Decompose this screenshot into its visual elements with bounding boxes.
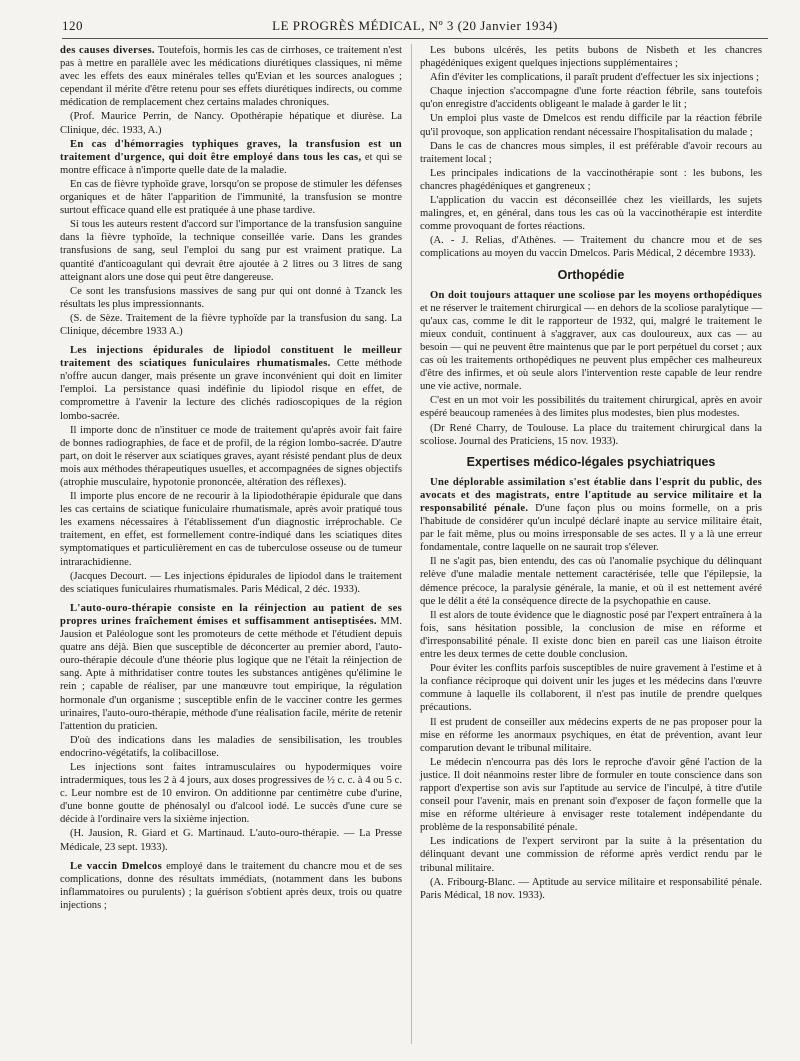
reference: (H. Jausion, R. Giard et G. Martinaud. L'auto-ouro-thérapie. — La Presse Médicale, 23 sept. 1933). (60, 828, 402, 853)
paragraph-text: et ne réserver le traitement chirurgical — en dehors de la scoliose paralytique — qu'aux cas, comme le dit le rapporteur de 1932, qui, malgré le traitement le mieux conduit, continuent à s'aggraver, aux cas douloureux, aux cas — au besoin — qui ne peuvent être maintenus que par le port perpétuel du corset ; aux cas où les traitements orthopédiques ne peuvent plus empêcher ces malheureux d'être des infirmes, et où seule alors l'intervention reste capable de leur rendre une vie active, normale. (420, 302, 762, 393)
paragraph: Les indications de l'expert serviront par la suite à la présentation du délinquant devant une commission de réforme après verdict rendu par le tribunal militaire. (420, 836, 762, 874)
paragraph-text: D'une façon plus ou moins formelle, on a pris l'habitude de considérer qu'un inculpé déclaré inapte au service militaire était, par le fait même, plus ou moins irresponsable de ses actes. Il y a là une erreur fondamentale, contre laquelle on ne saurait trop s'élever. (420, 503, 762, 554)
paragraph (60, 44, 402, 109)
page-number: 120 (62, 18, 83, 33)
paragraph-text: Cette méthode n'offre aucun danger, mais présente un grave inconvénient qui doit en limiter l'emploi. La persistance quasi indéfinie du lipiodol risque en effet, de compromettre à l'avenir la lecture des clichés radioscopiques de la région lombo-sacrée. (60, 358, 402, 422)
reference: (Jacques Decourt. — Les injections épidurales de lipiodol dans le traitement des sciatiques funiculaires rhumatismales. Paris Médical, 2 déc. 1933). (60, 570, 402, 595)
paragraph (420, 476, 762, 555)
paragraph: Il est prudent de conseiller aux médecins experts de ne pas proposer pour la mise en réforme les anormaux psychiques, en état de prévention, avant leur comparution devant le tribunal militaire. (420, 716, 762, 754)
right-column (420, 44, 762, 903)
running-title: LE PROGRÈS MÉDICAL, Nº 3 (20 Janvier 1934) (272, 18, 558, 33)
paragraph: Afin d'éviter les complications, il paraît prudent d'effectuer les six injections ; (430, 72, 759, 84)
lead-phrase: On doit toujours attaquer une scoliose par les moyens orthopédiques (430, 289, 762, 301)
reference: (S. de Sèze. Traitement de la fièvre typhoïde par la transfusion du sang. La Clinique, décembre 1933 A.) (60, 312, 402, 337)
section-heading-expertises: Expertises médico-légales psychiatriques (466, 454, 716, 469)
paragraph: Il importe plus encore de ne recourir à la lipiodothérapie épidurale que dans les cas certains de sciatique funiculaire rhumatismale, après avoir pratiqué tous les examens nécessaires à l'établissement d'un diagnostic irréprochable. Ce traitement, en effet, est formellement contre-indiqué dans les sciatiques dites symptomatiques et particulièrement en cas de tuberculose osseuse ou de tumeur intrarachidienne. (60, 491, 402, 568)
lead-phrase: des causes diverses. (60, 45, 155, 56)
header-rule (62, 38, 768, 39)
paragraph: Un emploi plus vaste de Dmelcos est rendu difficile par la réaction fébrile qu'il provoque, son application rendant nécessaire l'hospitalisation du malade ; (420, 113, 762, 138)
column-divider (411, 44, 412, 1044)
lead-phrase: L'auto-ouro-thérapie consiste en la réinjection au patient de ses propres urines fraîchement émises et suffisamment antiseptisées. (60, 602, 402, 627)
lead-phrase: Le vaccin Dmelcos (70, 860, 163, 872)
paragraph (60, 602, 402, 733)
paragraph: Chaque injection s'accompagne d'une forte réaction fébrile, sans toutefois qu'on enregistre d'accidents obligeant le malade à garder le lit ; (420, 86, 762, 111)
lead-phrase: Une déplorable assimilation s'est établie dans l'esprit du public, des avocats et des magistrats, entre l'aptitude au service militaire et la responsabilité pénale. (420, 476, 762, 514)
paragraph: Dans le cas de chancres mous simples, il est préférable d'avoir recours au traitement local ; (420, 140, 762, 165)
section-heading-orthopedie: Orthopédie (557, 267, 625, 282)
paragraph: Les bubons ulcérés, les petits bubons de Nisbeth et les chancres phagédéniques exigent quelques injections supplémentaires ; (420, 45, 762, 70)
paragraph: Les injections sont faites intramusculaires ou hypodermiques voire intradermiques, tous les 2 à 4 jours, aux doses progressives de ½ c. c. à 4 ou 5 c. c. Leur nombre est de 10 environ. On additionne par centimètre cube d'urine, d'une bonne goutte de phénosalyl ou d'alcool iodé. Le succès d'une cure se décide à l'ordinaire vers la sixième injection. (60, 761, 402, 826)
paragraph: En cas de fièvre typhoïde grave, lorsqu'on se propose de stimuler les défenses organiques et de hâter l'apparition de l'immunité, la transfusion se montre surtout efficace quand elle est pratiquée à une phase tardive. (60, 178, 402, 217)
paragraph (60, 860, 402, 912)
paragraph-text: Toutefois, hormis les cas de cirrhoses, ce traitement n'est pas à mettre en parallèle avec les médications diurétiques classiques, ni même avec les effets des eaux minérales telles qu'Evian et les sources analogues ; cependant il mérite d'être retenu pour ses effets diurétiques indirects, ou comme médication de remplacement chez certains malades chroniques. (60, 45, 403, 109)
paragraph: Il ne s'agit pas, bien entendu, des cas où l'anomalie psychique du délinquant relève d'une maladie mentale nettement caractérisée, telle que l'épilepsie, la démence précoce, la paralysie générale, la manie, et où il est nettement avéré que le délit a été la conséquence directe de la psychopathie en cause. (420, 556, 762, 607)
paragraph: Le médecin n'encourra pas dès lors le reproche d'avoir gêné l'action de la justice. Il doit néanmoins rester libre de formuler en toute conscience dans son rapport d'expertise son avis sur l'aptitude au service de l'inculpé, à titre d'utile conseil pour l'avenir, mais en prenant soin d'exposer de façon formelle que la mise en réforme ultérieure à envisager reste totalement indépendante du problème de la responsabilité pénale. (420, 756, 762, 834)
reference: (Prof. Maurice Perrin, de Nancy. Opothérapie hépatique et diurèse. La Clinique, déc. 1933, A.) (60, 111, 402, 136)
paragraph: D'où des indications dans les maladies de sensibilisation, les troubles endocrino-végétatifs, la colibacillose. (60, 734, 402, 759)
reference: (Dr René Charry, de Toulouse. La place du traitement chirurgical dans la scoliose. Journal des Praticiens, 15 nov. 1933). (420, 422, 762, 447)
paragraph (420, 289, 762, 394)
paragraph: Pour éviter les conflits parfois susceptibles de nuire gravement à l'estime et à la confiance réciproque qui doivent unir les juges et les médecins dans l'œuvre commune à laquelle ils collaborent, il n'est pas inutile de prendre quelques précautions. (420, 663, 762, 714)
lead-phrase: Les injections épidurales de lipiodol constituent le meilleur traitement des sciatiques funiculaires rhumatismales. (60, 345, 402, 370)
reference: (A. Fribourg-Blanc. — Aptitude au service militaire et responsabilité pénale. Paris Médical, 18 nov. 1933). (420, 876, 762, 901)
paragraph: Si tous les auteurs restent d'accord sur l'importance de la transfusion sanguine dans la fièvre typhoïde, la technique conseillée varie. Dans les grandes transfusions de sang, seul l'emploi du sang pur est vraiment pratique. La quantité d'anticoagulant qui devrait être ajoutée à 2 litres ou 3 litres de sang atteignant alors une dose qui peut être dangereuse. (60, 219, 402, 283)
paragraph: Ce sont les transfusions massives de sang pur qui ont donné à Tzanck les résultats les plus impressionnants. (60, 285, 402, 310)
left-column (60, 44, 402, 913)
paragraph: Il est alors de toute évidence que le diagnostic posé par l'expert entraînera à la fois, sans hésitation possible, la conclusion de mise en réforme et d'irresponsabilité pénale. Il existe donc bien en pareil cas une liaison étroite entre les deux termes de cette double conclusion. (420, 609, 762, 661)
paragraph-text: et qui se montre efficace à n'importe quelle date de la maladie. (60, 151, 402, 176)
lead-phrase: En cas d'hémorragies typhiques graves, la transfusion est un traitement d'urgence, qui doit être employé dans tous les cas, (60, 138, 402, 163)
paragraph-text: employé dans le traitement du chancre mou et de ses complications, donne des résultats immédiats, (notamment dans les bubons inflammatoires ou purulents) ; la guérison s'obtient après deux, trois ou quatre injections ; (60, 860, 402, 911)
paragraph: C'est en un mot voir les possibilités du traitement chirurgical, après en avoir espéré beaucoup ramenées à des limites plus modestes, bien plus modestes. (420, 395, 762, 420)
paragraph: Il importe donc de n'instituer ce mode de traitement qu'après avoir fait faire de bonnes radiographies, de face et de profil, de la région lombo-sacrée. D'autre part, on doit le réserver aux sciatiques graves, ayant résisté pendant plus de deux mois aux méthodes thérapeutiques usuelles, et accompagnées de signes objectifs (atrophie musculaire, hypotonie prononcée, altération des réflexes). (60, 424, 402, 488)
paragraph (60, 344, 402, 423)
paragraph: L'application du vaccin est déconseillée chez les vieillards, les sujets malingres, et, en général, dans tous les cas où la vaccinothérapie est interdite comme provoquant de fortes réactions. (420, 195, 762, 233)
paragraph: Les principales indications de la vaccinothérapie sont : les bubons, les chancres phagédéniques et gangreneux ; (420, 167, 762, 192)
reference: (A. - J. Relias, d'Athènes. — Traitement du chancre mou et de ses complications au moyen du vaccin Dmelcos. Paris Médical, 2 décembre 1933). (420, 235, 762, 260)
paragraph (60, 138, 402, 177)
paragraph-text: MM. Jausion et Paléologue sont les promoteurs de cette méthode et l'étudient depuis quatre ans déjà. Bien que susceptible de déconcerter au premier abord, l'auto-ouro-thérapie découle d'une théorie plus logique que ne l'était la réinjection de sang. Apte à mithridatiser contre toutes les substances antigènes qu'élimine le rein ; capable de réaliser, par une manœuvre tout empirique, la régulation hormonale d'un organisme ; susceptible enfin de le vacciner contre les germes urinaires, l'auto-ouro-thérapie, méthode d'une réalisation facile, mérite de retenir l'attention du praticien. (60, 615, 402, 732)
